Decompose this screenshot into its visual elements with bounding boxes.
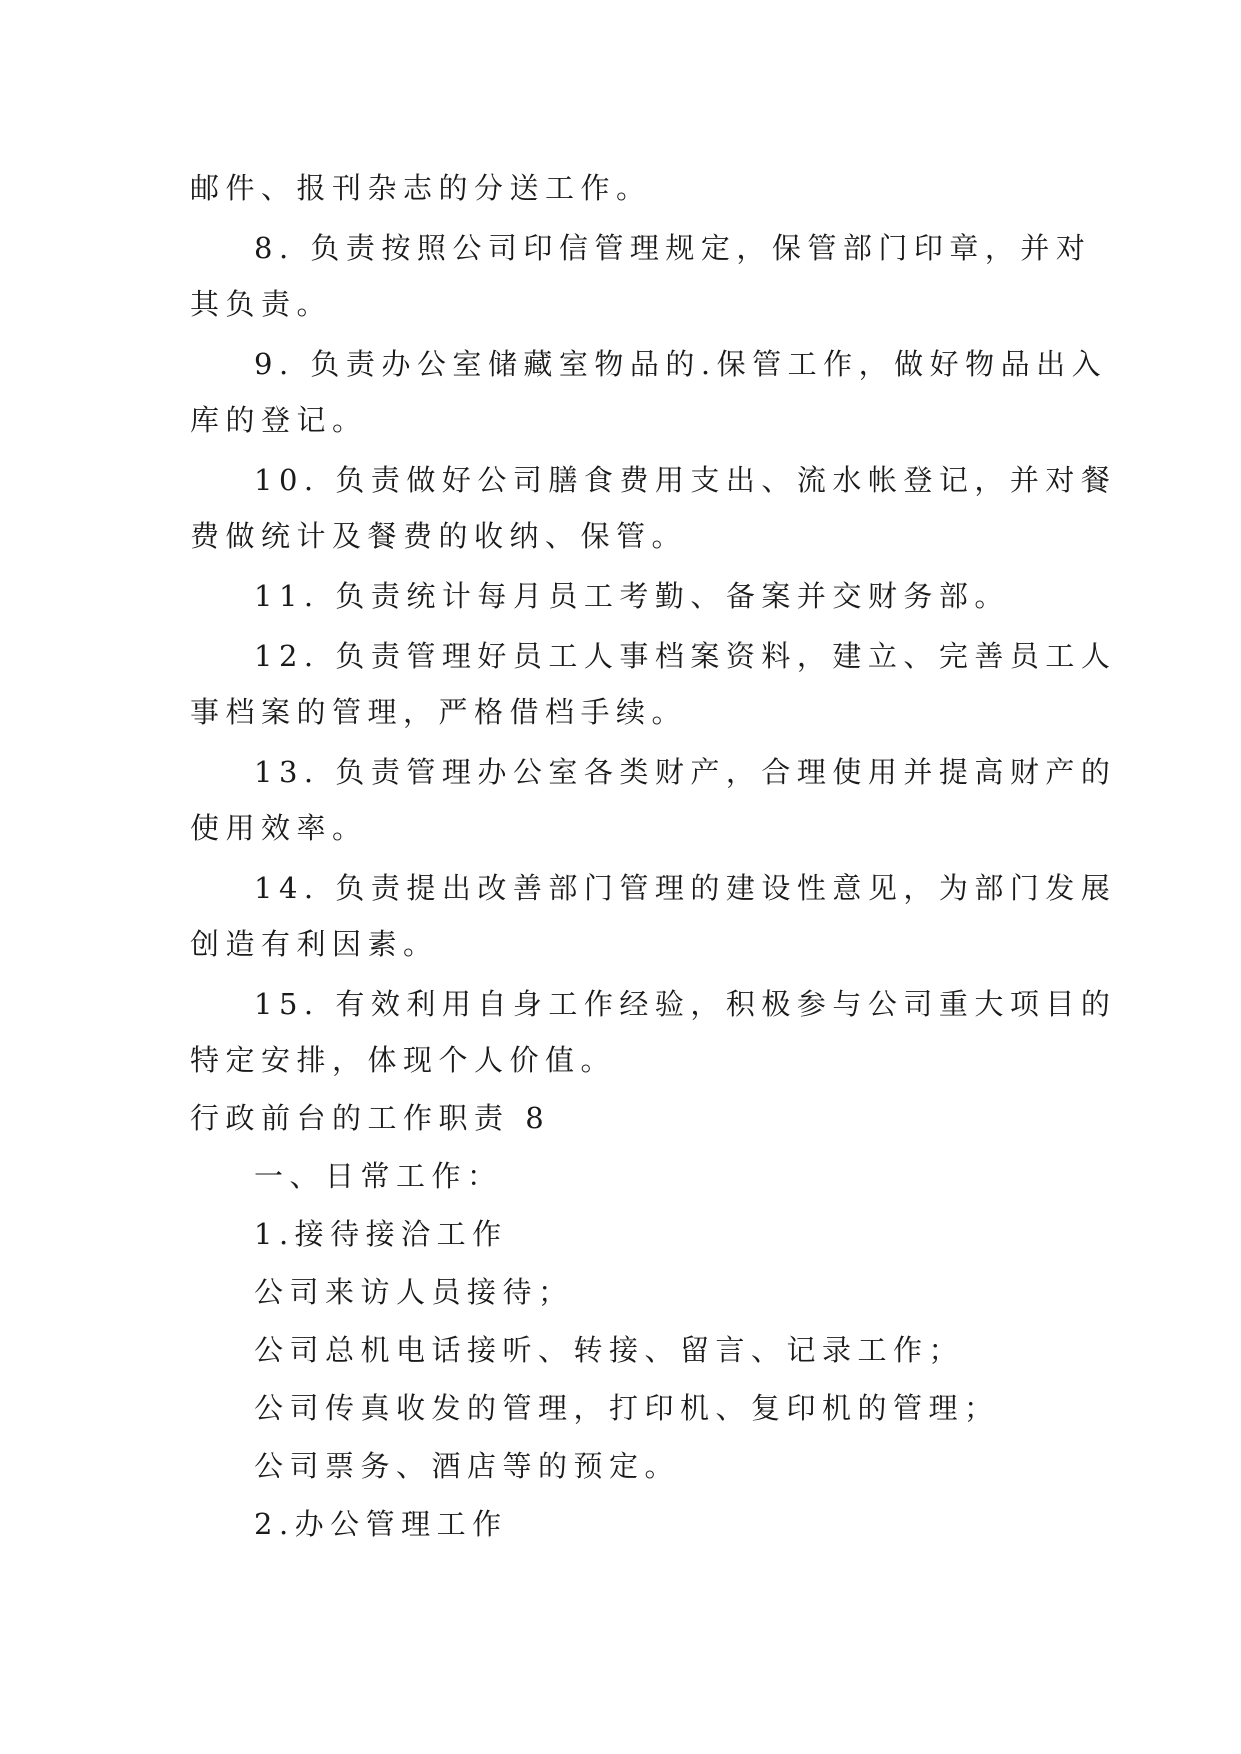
paragraph-line: 12. 负责管理好员工人事档案资料，建立、完善员工人	[254, 639, 1117, 673]
list-item: 公司来访人员接待；	[254, 1275, 574, 1309]
paragraph-line: 特定安排，体现个人价值。	[190, 1043, 617, 1077]
list-item: 公司票务、酒店等的预定。	[254, 1449, 681, 1483]
document-body	[190, 160, 1117, 1552]
paragraph-line: 10. 负责做好公司膳食费用支出、流水帐登记，并对餐	[254, 463, 1117, 497]
paragraph-line: 8. 负责按照公司印信管理规定，保管部门印章，并对	[254, 231, 1092, 265]
list-item: 公司传真收发的管理，打印机、复印机的管理；	[254, 1391, 1000, 1425]
list-item: 公司总机电话接听、转接、留言、记录工作；	[254, 1333, 965, 1367]
paragraph-line: 14. 负责提出改善部门管理的建设性意见，为部门发展	[254, 871, 1117, 905]
paragraph-line: 11. 负责统计每月员工考勤、备案并交财务部。	[254, 579, 1010, 613]
paragraph-line: 邮件、报刊杂志的分送工作。	[190, 171, 652, 205]
section-heading: 行政前台的工作职责 8	[190, 1101, 551, 1135]
paragraph-line: 费做统计及餐费的收纳、保管。	[190, 519, 688, 553]
paragraph-line: 13. 负责管理办公室各类财产，合理使用并提高财产的	[254, 755, 1117, 789]
paragraph-line: 其负责。	[190, 287, 333, 321]
paragraph-line: 15. 有效利用自身工作经验，积极参与公司重大项目的	[254, 987, 1117, 1021]
paragraph-line: 9. 负责办公室储藏室物品的.保管工作，做好物品出入	[254, 347, 1108, 381]
paragraph-line: 事档案的管理，严格借档手续。	[190, 695, 688, 729]
paragraph-line: 使用效率。	[190, 811, 368, 845]
subsection-heading: 一、日常工作：	[254, 1159, 503, 1193]
list-item-heading: 1.接待接洽工作	[254, 1217, 508, 1251]
list-item-heading: 2.办公管理工作	[254, 1507, 508, 1541]
paragraph-line: 创造有利因素。	[190, 927, 439, 961]
paragraph-line: 库的登记。	[190, 403, 368, 437]
